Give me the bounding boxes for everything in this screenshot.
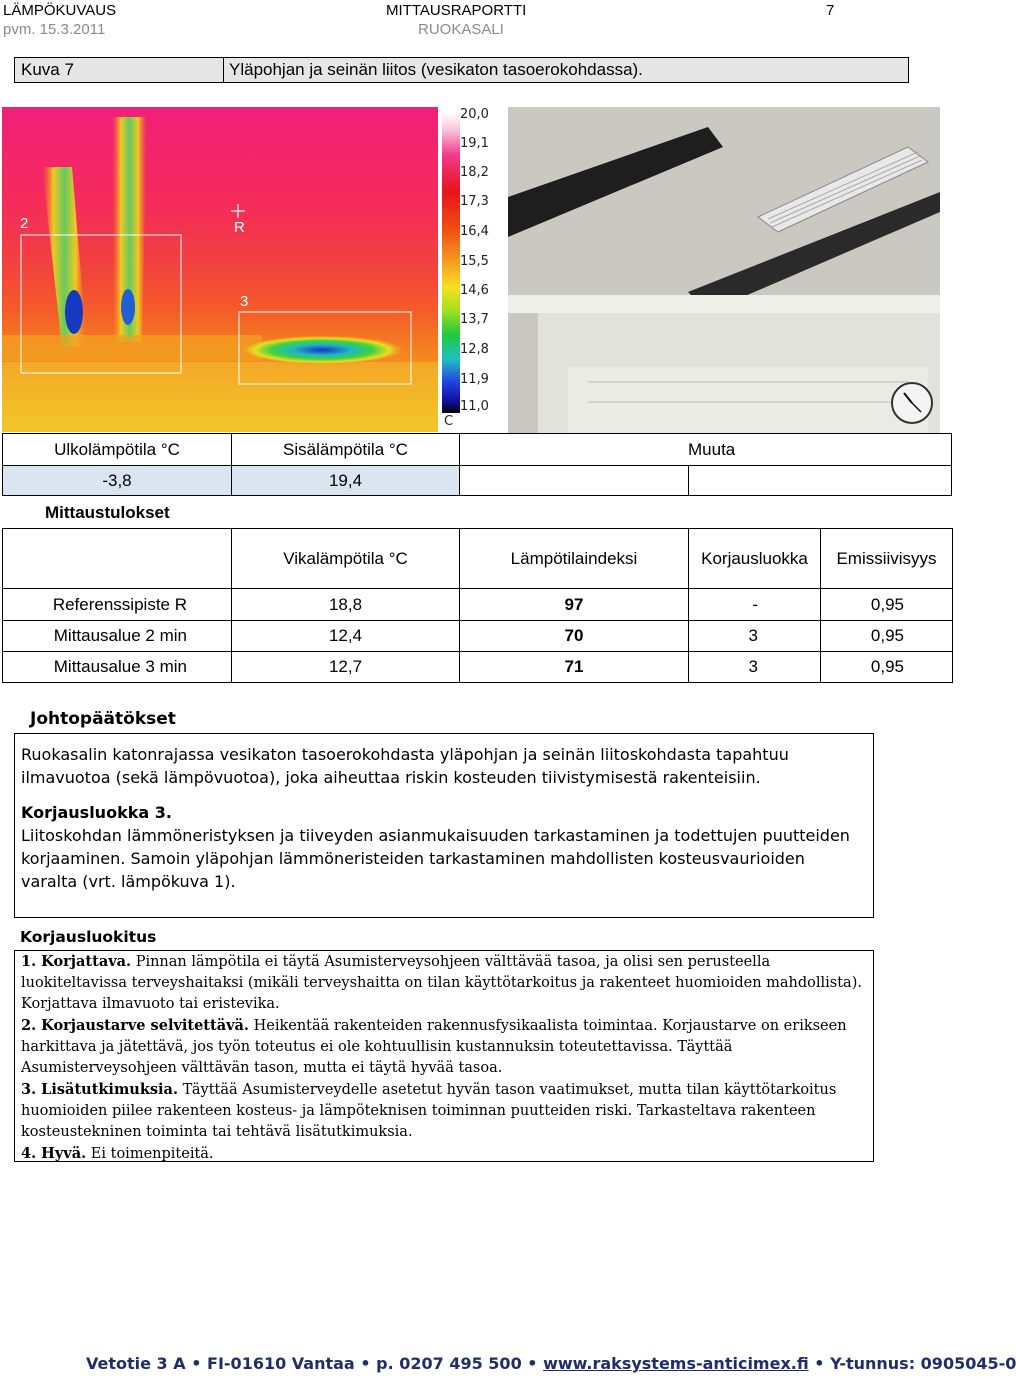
results-table [2,528,953,683]
repair-class: - [689,589,821,621]
temp-index: 70 [460,621,689,652]
classification-text: Ei toimenpiteitä. [86,1146,214,1162]
footer-phone: p. 0207 495 500 [376,1354,522,1373]
marker-3-label: 3 [240,293,249,310]
classification-list [21,951,871,1165]
scale-tick: 20,0 [460,107,489,122]
indoor-temp-value: 19,4 [232,466,460,496]
indoor-temp-label: Sisälämpötila °C [232,434,460,466]
classification-head: 1. Korjattava. [21,953,132,970]
header-center-title: MITTAUSRAPORTTI [386,2,527,19]
scale-tick: 11,0 [460,399,489,414]
scale-tick: 15,5 [460,254,489,269]
classification-item [21,1015,871,1079]
table-row [3,589,953,621]
scale-tick: 19,1 [460,136,489,151]
conclusions-paragraph: Ruokasalin katonrajassa vesikaton tasoerokohdasta yläpohjan ja seinän liitoskohdasta tapahtuu ilmavuotoa (sekä lämpövuotoa), joka aiheuttaa riskin kosteuden tiivistymisestä rakenteisiin. [21,745,789,787]
classification-head: 2. Korjaustarve selvitettävä. [21,1017,249,1034]
conditions-table [2,433,952,496]
classification-text: Heikentää rakenteiden rakennusfysikaalista toimintaa. Korjaustarve on erikseen harkittava ja jätettävä, jos työn toteutus ei ole kohtuullisin kustannuksin toteutettavissa. Täyttää Asumisterveysohjeen välttävän tason, mutta ei täytä hyvää tasoa. [21,1018,847,1076]
recommendation-paragraph: Liitoskohdan lämmöneristyksen ja tiiveyden asianmukaisuuden tarkastaminen ja todettujen puutteiden korjaaminen. Samoin yläpohjan lämmöneristeiden tarkastaminen mahdollisten kosteusvaurioiden varalta (vrt. lämpökuva 1). [21,826,850,891]
classification-text: Täyttää Asumisterveydelle asetetut hyvän tason vaatimukset, mutta tilan käyttötarkoitus huomioiden piilee rakenteen kosteus- ja lämpöteknisen toiminnan puutteiden riski. Tarkasteltava rakenteen kosteustekninen toiminta tai tehtävä lisätutkimuksia. [21,1082,837,1140]
temperature-scale [438,107,508,433]
figure-caption [14,57,909,83]
conclusions-title: Johtopäätökset [30,709,176,729]
classification-item [21,951,871,1015]
temp-index: 97 [460,589,689,621]
table-row [3,621,953,652]
emissivity: 0,95 [821,652,953,683]
classification-item [21,1143,871,1165]
row-name: Referenssipiste R [3,589,232,621]
scale-tick: 13,7 [460,312,489,327]
figure-label: Kuva 7 [21,60,74,79]
scale-unit: C [444,414,454,429]
footer [86,1354,1016,1373]
defect-temp: 12,4 [232,621,460,652]
outdoor-temp-value: -3,8 [3,466,232,496]
header-left-title: LÄMPÖKUVAUS [3,2,117,19]
classification-head: 4. Hyvä. [21,1145,87,1162]
scale-tick: 14,6 [460,283,489,298]
room-photo [508,107,940,433]
header-center-sub: RUOKASALI [418,21,504,38]
column-header: Vikalämpötila °C [232,529,460,589]
page-number: 7 [826,2,835,19]
marker-r-label: R [234,219,245,236]
column-header: Korjausluokka [689,529,821,589]
classification-title: Korjausluokitus [20,928,157,946]
footer-bullet: • [191,1354,202,1373]
repair-class: 3 [689,652,821,683]
footer-bullet: • [814,1354,825,1373]
color-scale-bar [442,113,460,413]
scale-tick: 11,9 [460,372,489,387]
header-date: pvm. 15.3.2011 [3,21,106,38]
classification-box [14,950,874,1162]
scale-tick: 12,8 [460,342,489,357]
footer-business-id: Y-tunnus: 0905045-0 [830,1354,1016,1373]
other-label: Muuta [688,434,952,466]
scale-tick: 16,4 [460,224,489,239]
repair-class-heading: Korjausluokka 3. [21,803,172,822]
classification-item [21,1079,871,1143]
emissivity: 0,95 [821,621,953,652]
defect-temp: 18,8 [232,589,460,621]
marker-2-label: 2 [20,215,29,232]
table-row [3,652,953,683]
conclusions-box [14,733,874,918]
row-name: Mittausalue 2 min [3,621,232,652]
footer-address: Vetotie 3 A [86,1354,186,1373]
scale-tick: 17,3 [460,194,489,209]
results-title: Mittaustulokset [45,503,170,522]
classification-head: 3. Lisätutkimuksia. [21,1081,178,1098]
footer-bullet: • [360,1354,371,1373]
column-header: Emissiivisyys [821,529,953,589]
classification-text: Pinnan lämpötila ei täytä Asumisterveysohjeen välttävää tasoa, ja olisi sen perusteella luokiteltavissa terveyshaitaksi (mikäli terveyshaitta on tilan käyttötarkoitus ja rakenteet huomioiden mahdollista). Korjattava ilmavuoto tai eristevika. [21,954,862,1012]
outdoor-temp-label: Ulkolämpötila °C [3,434,232,466]
defect-temp: 12,7 [232,652,460,683]
emissivity: 0,95 [821,589,953,621]
footer-website-link[interactable]: www.raksystems-anticimex.fi [543,1354,809,1373]
thermal-image [2,107,439,432]
row-name: Mittausalue 3 min [3,652,232,683]
scale-tick: 18,2 [460,165,489,180]
footer-bullet: • [527,1354,538,1373]
repair-class: 3 [689,621,821,652]
figure-caption-text: Yläpohjan ja seinän liitos (vesikaton tasoerokohdassa). [229,60,643,79]
temp-index: 71 [460,652,689,683]
footer-postal: FI-01610 Vantaa [207,1354,355,1373]
column-header: Lämpötilaindeksi [460,529,689,589]
